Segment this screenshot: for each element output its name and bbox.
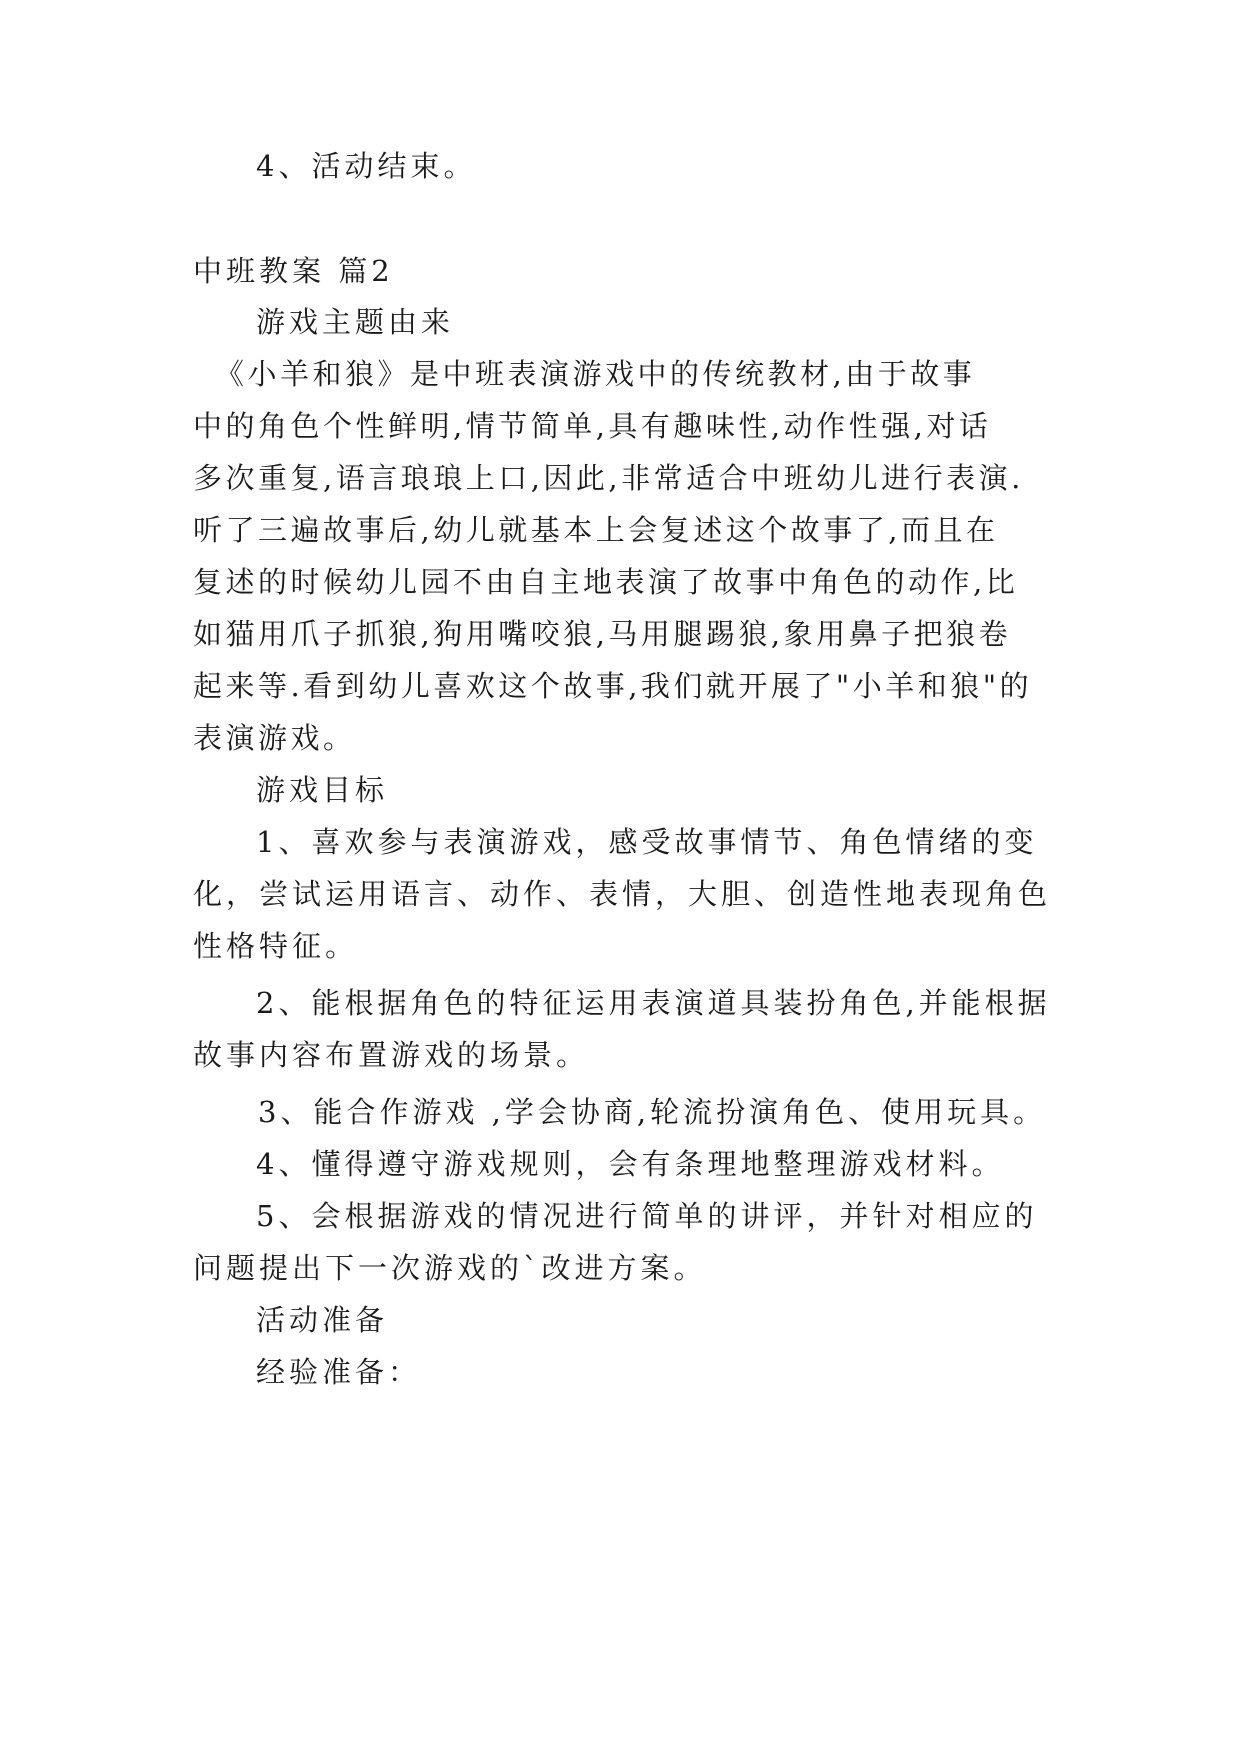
- preparation-title: 活动准备: [256, 1303, 389, 1337]
- goal-1-line: 性格特征。: [193, 929, 359, 963]
- paragraph-line: 《小羊和狼》是中班表演游戏中的传统教材,由于故事: [215, 357, 976, 391]
- goal-1-line: 1、喜欢参与表演游戏，感受故事情节、角色情绪的变: [256, 825, 1038, 859]
- goal-2-line: 故事内容布置游戏的场景。: [193, 1038, 590, 1072]
- section-heading: 中班教案 篇2: [193, 254, 394, 288]
- paragraph-line: 听了三遍故事后,幼儿就基本上会复述这个故事了,而且在: [193, 513, 999, 547]
- goal-1-line: 化，尝试运用语言、动作、表情，大胆、创造性地表现角色: [193, 877, 1052, 911]
- goal-5-line: 问题提出下一次游戏的`改进方案。: [193, 1251, 707, 1285]
- experience-preparation: 经验准备：: [256, 1355, 422, 1389]
- goal-3: 3、能合作游戏 ,学会协商,轮流扮演角色、使用玩具。: [258, 1095, 1047, 1129]
- origin-title: 游戏主题由来: [256, 305, 455, 339]
- paragraph-line: 表演游戏。: [193, 721, 356, 755]
- paragraph-line: 如猫用爪子抓狼,狗用嘴咬狼,马用腿踢狼,象用鼻子把狼卷: [193, 617, 1012, 651]
- goal-5-line: 5、会根据游戏的情况进行简单的讲评，并针对相应的: [256, 1199, 1038, 1233]
- paragraph-line: 起来等.看到幼儿喜欢这个故事,我们就开展了"小羊和狼"的: [193, 669, 1033, 703]
- goal-2-line: 2、能根据角色的特征运用表演道具装扮角色,并能根据: [256, 986, 1051, 1020]
- paragraph-line: 多次重复,语言琅琅上口,因此,非常适合中班幼儿进行表演.: [193, 461, 1024, 495]
- goals-title: 游戏目标: [256, 773, 389, 807]
- activity-end-item: 4、活动结束。: [256, 149, 477, 183]
- paragraph-line: 复述的时候幼儿园不由自主地表演了故事中角色的动作,比: [193, 565, 1019, 599]
- paragraph-line: 中的角色个性鲜明,情节简单,具有趣味性,动作性强,对话: [193, 409, 992, 443]
- goal-4: 4、懂得遵守游戏规则，会有条理地整理游戏材料。: [256, 1147, 1005, 1181]
